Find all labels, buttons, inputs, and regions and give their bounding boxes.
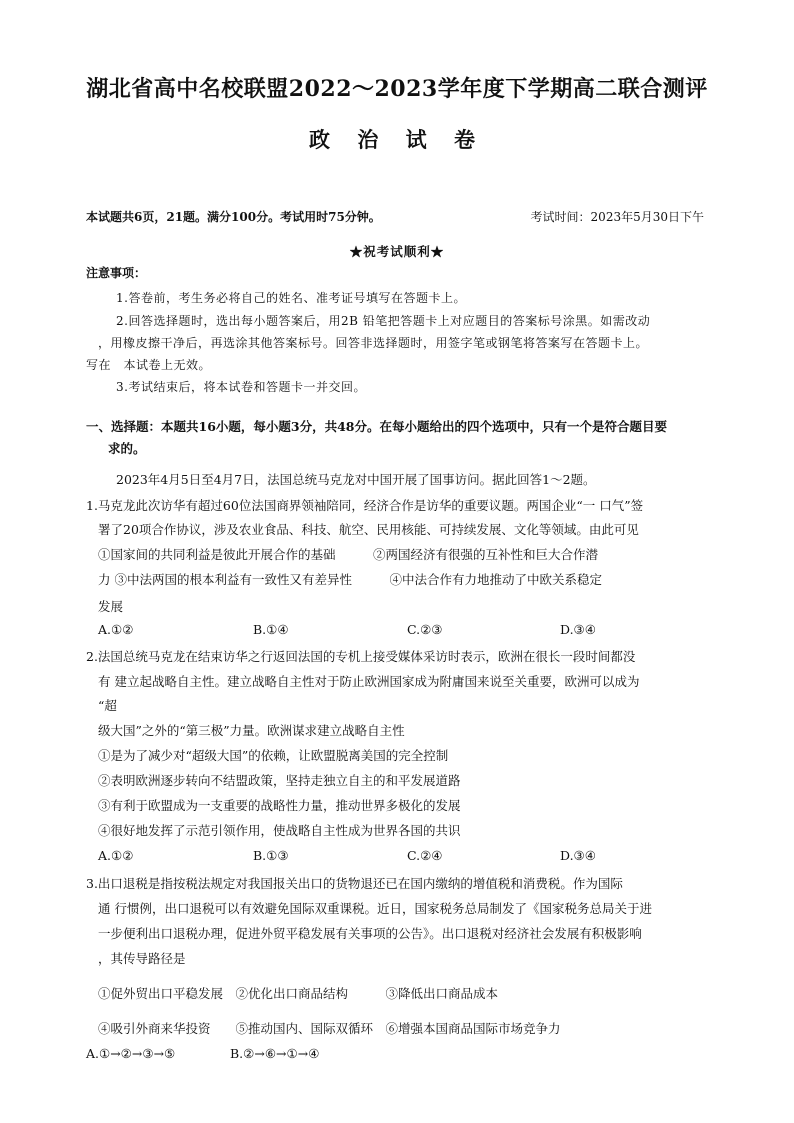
section-heading-line: 一、选择题：本题共16小题，每小题3分，共48分。在每小题给出的四个选项中，只有一个是符合题目要 [86,419,667,434]
question-line: 力 ③中法两国的根本利益有一致性又有差异性 ④中法合作有力地推动了中欧关系稳定 [98,572,602,587]
note-line: 3.考试结束后，将本试卷和答题卡一并交回。 [116,380,366,394]
question-line: ，其传导路径是 [98,951,186,966]
question-line: ①促外贸出口平稳发展 ②优化出口商品结构 ③降低出口商品成本 [98,986,499,1001]
option-a: A.①② [98,848,134,863]
question-line: 有 建立起战略自主性。建立战略自主性对于防止欧洲国家成为附庸国来说至关重要，欧洲可以成为 [98,674,640,689]
option-b: B.①④ [253,622,289,637]
note-line: 写在 本试卷上无效。 [86,358,212,372]
question-line: 通 行惯例，出口退税可以有效避免国际双重课税。近日，国家税务总局制发了《国家税务总局关于进 [98,901,652,916]
question-line: 3.出口退税是指按税法规定对我国报关出口的货物退还已在国内缴纳的增值税和消费税。作为国际 [86,876,623,891]
exam-info: 本试题共6页，21题。满分100分。考试用时75分钟。 [86,210,381,224]
option-c: C.②④ [407,848,443,863]
question-line: ②表明欧洲逐步转向不结盟政策，坚持走独立自主的和平发展道路 [98,773,461,788]
note-line: 2.回答选择题时，选出每小题答案后，用2B 铅笔把答题卡上对应题目的答案标号涂黑。如需改动 [116,314,651,328]
option-d: D.③④ [560,848,596,863]
exam-subtitle: 政 治 试 卷 [309,127,485,152]
section-intro: 2023年4月5日至4月7日，法国总统马克龙对中国开展了国事访问。据此回答1～2题。 [116,472,596,487]
section-heading-line: 求的。 [108,441,146,456]
question-line: 一步便利出口退税办理，促进外贸平稳发展有关事项的公告》。出口退税对经济社会发展有积极影响 [98,926,642,941]
section-heading [86,416,716,460]
option-c: C.②③ [407,622,443,637]
question-line: ①是为了减少对“超级大国”的依赖，让欧盟脱离美国的完全控制 [98,748,449,763]
note-line: ，用橡皮擦干净后，再选涂其他答案标号。回答非选择题时，用签字笔或钢笔将答案写在答题卡上。 [98,336,649,350]
option-b: B.②→⑥→①→④ [230,1046,320,1061]
good-luck-banner: ★祝考试顺利★ [349,244,445,259]
question-line: 1.马克龙此次访华有超过60位法国商界领袖陪同，经济合作是访华的重要议题。两国企业“一 口气”签 [86,498,644,513]
option-a: A.①② [98,622,134,637]
note-line: 1.答卷前，考生务必将自己的姓名、准考证号填写在答题卡上。 [116,291,466,305]
notes-heading: 注意事项： [86,266,147,280]
question-line: 级大国”之外的“第三极”力量。欧洲谋求建立战略自主性 [98,723,405,738]
question-line: 2.法国总统马克龙在结束访华之行返回法国的专机上接受媒体采访时表示，欧洲在很长一段时间都没 [86,649,636,664]
question-line: “超 [98,698,117,713]
question-line: 发展 [98,599,124,614]
option-a: A.①→②→③→⑤ [86,1046,176,1061]
question-line: ④很好地发挥了示范引领作用，使战略自主性成为世界各国的共识 [98,823,461,838]
question-line: ③有利于欧盟成为一支重要的战略性力量，推动世界多极化的发展 [98,798,461,813]
question-line: 署了20项合作协议，涉及农业食品、科技、航空、民用核能、可持续发展、文化等领域。由此可见 [98,522,639,537]
exam-time: 考试时间：2023年5月30日下午 [530,210,704,224]
question-line: ①国家间的共同利益是彼此开展合作的基础 ②两国经济有很强的互补性和巨大合作潜 [98,547,599,562]
option-d: D.③④ [560,622,596,637]
option-b: B.①③ [253,848,289,863]
exam-title: 湖北省高中名校联盟2022～2023学年度下学期高二联合测评 [86,76,708,102]
question-line: ④吸引外商来华投资 ⑤推动国内、国际双循环 ⑥增强本国商品国际市场竞争力 [98,1021,561,1036]
